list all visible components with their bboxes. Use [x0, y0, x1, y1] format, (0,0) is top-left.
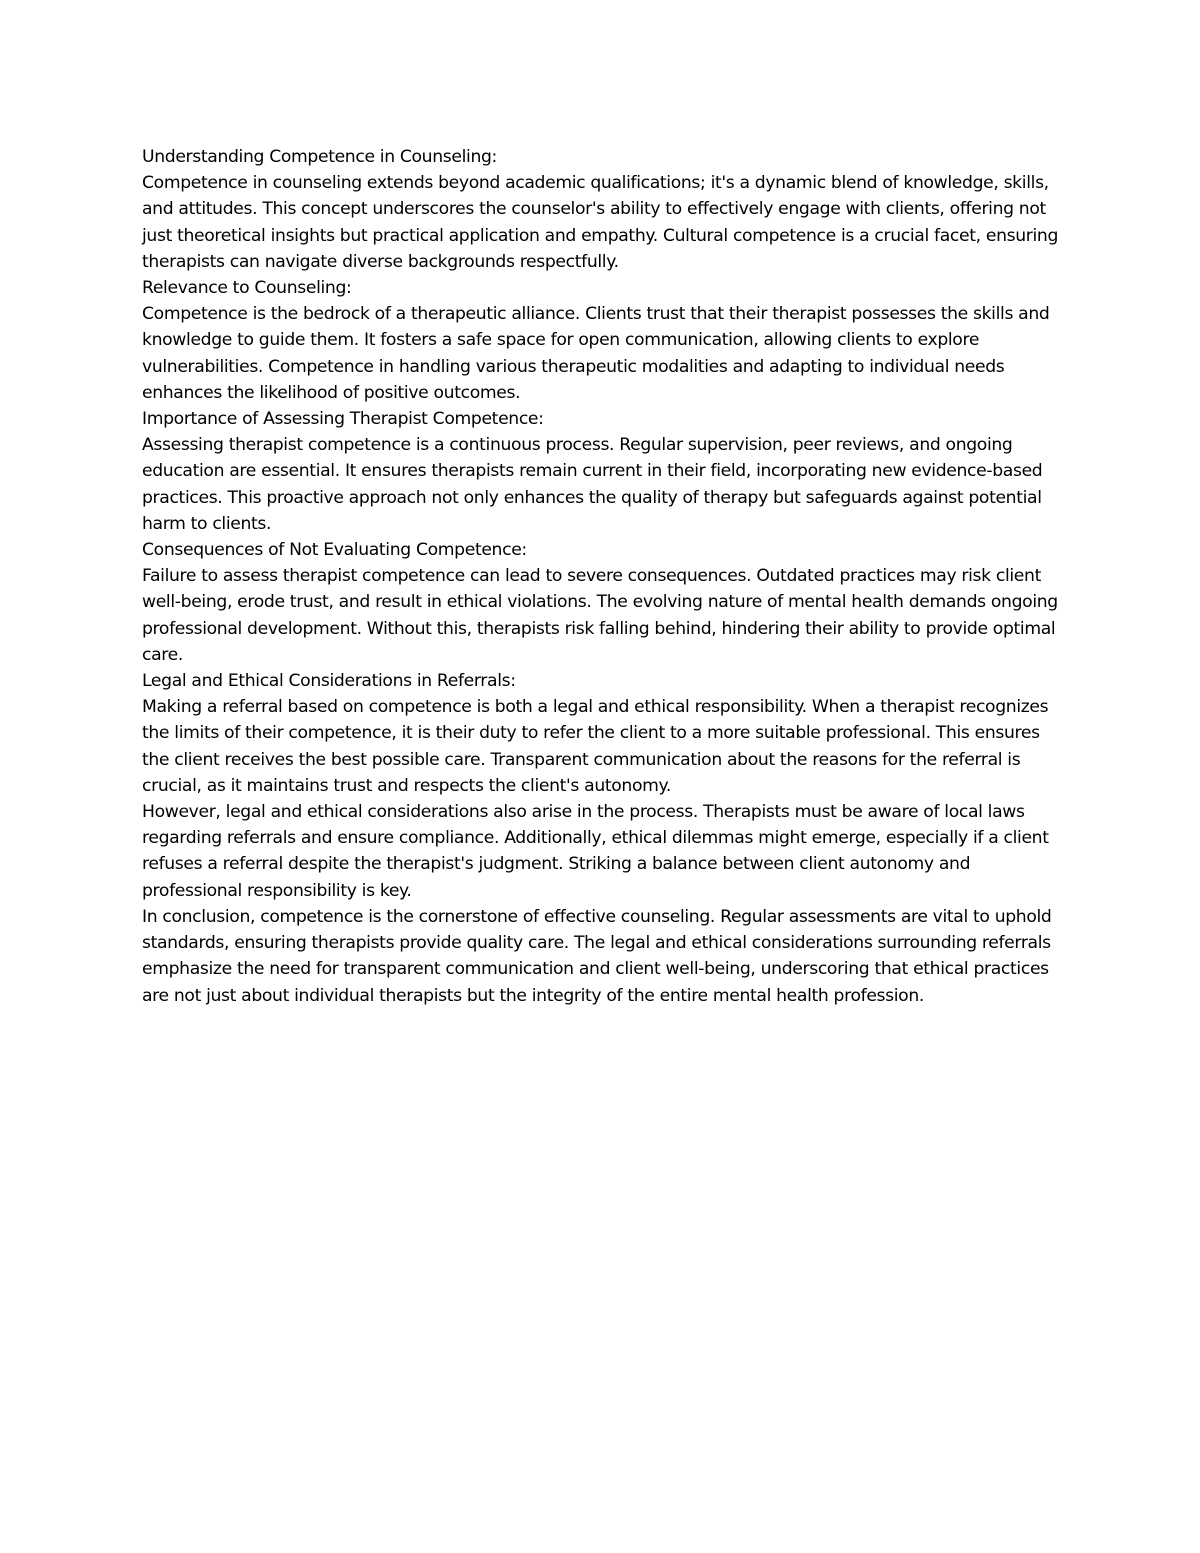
heading-importance-assessing: Importance of Assessing Therapist Competence:	[142, 409, 544, 430]
heading-understanding-competence: Understanding Competence in Counseling:	[142, 147, 497, 167]
paragraph-relevance: Competence is the bedrock of a therapeutic alliance. Clients trust that their therapist possesses the skills and knowledge to guide them. It fosters a safe space for open communication, allowing clients to explore vulnerabilities. Competence in handling various therapeutic modalities and adapting to individual needs enhances the likelihood of positive outcomes.	[142, 304, 1050, 403]
heading-consequences: Consequences of Not Evaluating Competence:	[142, 540, 527, 561]
paragraph-consequences: Failure to assess therapist competence can lead to severe consequences. Outdated practices may risk client well-being, erode trust, and result in ethical violations. The evolving nature of mental health demands ongoing professional development. Without this, therapists risk falling behind, hindering their ability to provide optimal care.	[142, 566, 1058, 665]
paragraph-importance-assessing: Assessing therapist competence is a continuous process. Regular supervision, peer reviews, and ongoing education are essential. It ensures therapists remain current in their field, incorporating new evidence-based practices. This proactive approach not only enhances the quality of therapy but safeguards against potential harm to clients.	[142, 435, 1043, 534]
paragraph-legal-ethical: Making a referral based on competence is both a legal and ethical responsibility. When a therapist recognizes the limits of their competence, it is their duty to refer the client to a more suitable professional. This ensures the client receives the best possible care. Transparent communication about the reasons for the referral is crucial, as it maintains trust and respects the client's autonomy.	[142, 697, 1049, 796]
paragraph-conclusion: In conclusion, competence is the cornerstone of effective counseling. Regular assessments are vital to uphold standards, ensuring therapists provide quality care. The legal and ethical considerations surrounding referrals emphasize the need for transparent communication and client well-being, underscoring that ethical practices are not just about individual therapists but the integrity of the entire mental health profession.	[142, 906, 1052, 1006]
paragraph-legal-ethical-continued: However, legal and ethical considerations also arise in the process. Therapists must be aware of local laws regarding referrals and ensure compliance. Additionally, ethical dilemmas might emerge, especially if a client refuses a referral despite the therapist's judgment. Striking a balance between client autonomy and professional responsibility is key.	[142, 802, 1049, 901]
document-body	[142, 144, 1067, 1009]
paragraph-understanding-competence: Competence in counseling extends beyond academic qualifications; it's a dynamic blend of knowledge, skills, and attitudes. This concept underscores the counselor's ability to effectively engage with clients, offering not just theoretical insights but practical application and empathy. Cultural competence is a crucial facet, ensuring therapists can navigate diverse backgrounds respectfully.	[142, 173, 1059, 272]
heading-relevance: Relevance to Counseling:	[142, 278, 352, 299]
heading-legal-ethical: Legal and Ethical Considerations in Referrals:	[142, 671, 516, 692]
